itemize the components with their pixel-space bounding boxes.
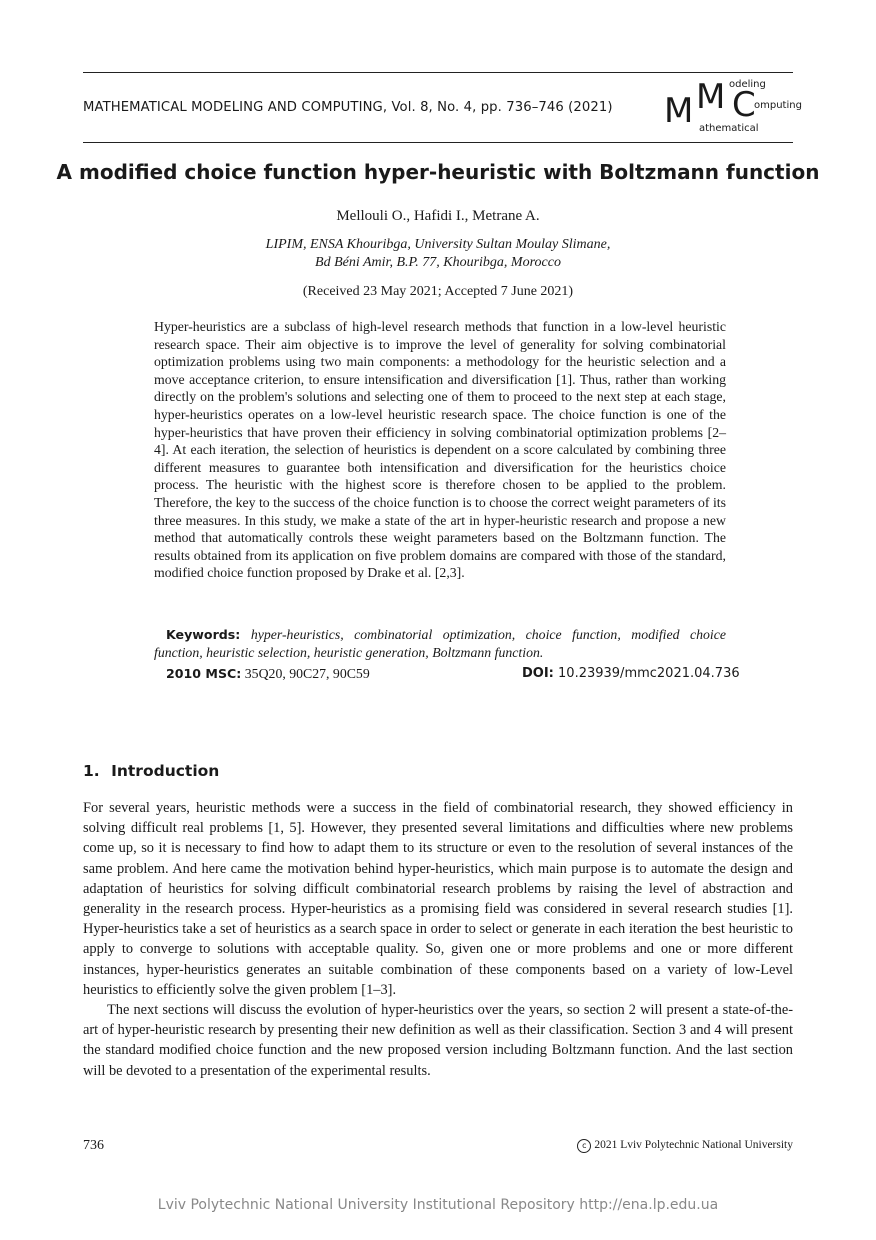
logo-letter-m-raised: M [696,77,726,117]
logo-word-mathematical: athematical [699,123,759,134]
keywords-list: hyper-heuristics, combinatorial optimization, choice function, modified choice function, heuristic selection, heuristic generation, Boltzmann function. [154,627,726,660]
section-number: 1. [83,762,100,780]
header-bottom-rule [83,142,793,143]
journal-name: MATHEMATICAL MODELING AND COMPUTING, [83,100,388,115]
copyright-icon: c [577,1139,591,1153]
logo-word-computing: omputing [754,100,802,111]
doi-link[interactable]: 10.23939/mmc2021.04.736 [558,666,740,681]
section-title: Introduction [111,762,220,780]
affiliation-line-2: Bd Béni Amir, B.P. 77, Khouribga, Morocco [315,255,561,270]
repository-footer: Lviv Polytechnic National University Institutional Repository http://ena.lp.edu.ua [157,1197,719,1213]
logo-word-modeling: odeling [729,79,766,90]
keywords-block [154,626,726,661]
paper-title: A modified choice function hyper-heuristic with Boltzmann function [56,160,820,184]
doi-label: DOI: [522,666,554,681]
logo-letter-m-large: M [664,91,694,131]
logo-letter-c: C [732,85,756,125]
header-top-rule [83,72,793,73]
journal-volume: Vol. 8, No. 4, pp. 736–746 (2021) [391,100,613,115]
msc-label: 2010 MSC: [166,666,242,681]
received-dates: (Received 23 May 2021; Accepted 7 June 2021) [302,284,574,299]
paragraph: For several years, heuristic methods were a success in the field of combinatorial research, they showed efficiency in solving difficult real problems [1, 5]. However, they presented several limitations and difficulties where new problems come up, so it is necessary to find how to adapt them to its structure or even to the resolution of several instances of the same problem. And here came the motivation behind hyper-heuristics, which main purpose is to automate the design and adaptation of heuristics for solving difficult combinatorial research problems by raising the level of abstraction and generality in the research process. Hyper-heuristics as a promising field was considered in several research studies [1]. Hyper-heuristics take a set of heuristics as a search space in order to select or generate in each iteration the best heuristic to apply to converge to solutions with acceptable quality. So, given one or more problems and one or more different instances, hyper-heuristics generates an suitable combination of these components based on a variety of low-Level heuristics to efficiently solve the given problem [1–3]. [83,800,793,998]
affiliation-line-1: LIPIM, ENSA Khouribga, University Sultan Moulay Slimane, [265,237,611,252]
introduction-body [83,798,793,1081]
journal-logo [664,76,802,140]
abstract: Hyper-heuristics are a subclass of high-level research methods that function in a low-level heuristic research space. Their aim objective is to improve the level of generality for solving combinatorial optimization problems using two main components: a methodology for the heuristic selection and a move acceptance criterion, to ensure intensification and diversification [1]. Thus, rather than working directly on the problem's solutions and selecting one of them to proceed to the next step at each stage, hyper-heuristics operates on a low-level heuristic research space. The choice function is one of the hyper-heuristics that have proven their efficiency in solving combinatorial optimization problems [2–4]. At each iteration, the selection of heuristics is dependent on a score calculated by combining three different measures to guarantee both intensification and diversification for the heuristics choice process. The heuristic with the highest score is therefore chosen to be applied to the problem. Therefore, the key to the success of the choice function is to choose the correct weight parameters of its three measures. In this study, we make a state of the art in hyper-heuristic research and propose a new method that automatically controls these weight parameters based on the Boltzmann function. The results obtained from its application on five problem domains are compared with those of the standard, modified choice function proposed by Drake et al. [2,3]. [154,319,726,581]
author-list: Mellouli O., Hafidi I., Metrane A. [336,208,540,224]
affiliation [0,236,876,272]
msc-codes: 35Q20, 90C27, 90C59 [244,666,370,681]
keywords-label: Keywords: [166,627,241,642]
section-heading-introduction [83,762,219,780]
copyright-text: 2021 Lviv Polytechnic National University [594,1139,793,1151]
doi-reference [522,666,740,681]
page-number: 736 [83,1138,104,1153]
journal-reference [83,100,613,115]
paragraph: The next sections will discuss the evolution of hyper-heuristics over the years, so section 2 will present a state-of-the-art of hyper-heuristic research by presenting their new definition as well as their classification. Section 3 and 4 will present the standard modified choice function and the new proposed version including Boltzmann function. And the last section will be devoted to a presentation of the experimental results. [83,1002,793,1079]
msc-classification [166,666,370,682]
copyright-notice [577,1139,793,1153]
